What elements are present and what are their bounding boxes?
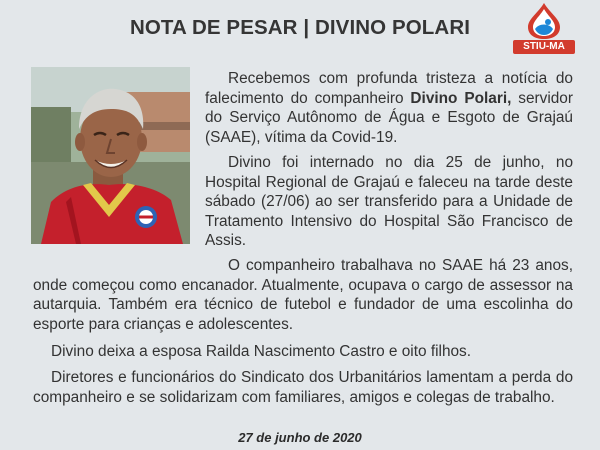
stiu-ma-logo (513, 2, 575, 54)
intro-text-end: servidor do Serviço Autônomo de Água e Esgoto de Grajaú (SAAE), vítima da Covid-19. (205, 89, 573, 146)
paragraph-hospitalization: Divino foi internado no dia 25 de junho, no Hospital Regional de Grajaú e faleceu na tarde deste sábado (27/06) ao ser transferido para a Unidade de Tratamento Intensivo do Hospital São Francisco de Assis. (205, 154, 573, 250)
page-title: NOTA DE PESAR | DIVINO POLARI (129, 16, 471, 39)
paragraph-career: O companheiro trabalhava no SAAE há 23 anos, onde começou como encanador. Atualmente, ocupava o cargo de assessor na autarquia. Também era técnico de futebol e fundador de uma escolinha do esporte para crianças e adolescentes. (33, 257, 573, 333)
deceased-name: Divino Polari, (410, 89, 512, 107)
water-drop-icon (519, 2, 569, 40)
portrait-photo (31, 67, 190, 244)
intro-text-start: Recebemos com profunda tristeza a notícia do falecimento do companheiro (205, 70, 573, 107)
logo-label: STIU-MA (513, 40, 575, 54)
paragraph-intro (205, 69, 573, 147)
paragraph-condolences: Diretores e funcionários do Sindicato dos Urbanitários lamentam a perda do companheiro e se solidarizam com familiares, amigos e colegas de trabalho. (33, 369, 573, 406)
paragraph-family: Divino deixa a esposa Railda Nascimento Castro e oito filhos. (51, 343, 472, 360)
publication-date: 27 de junho de 2020 (238, 430, 362, 445)
